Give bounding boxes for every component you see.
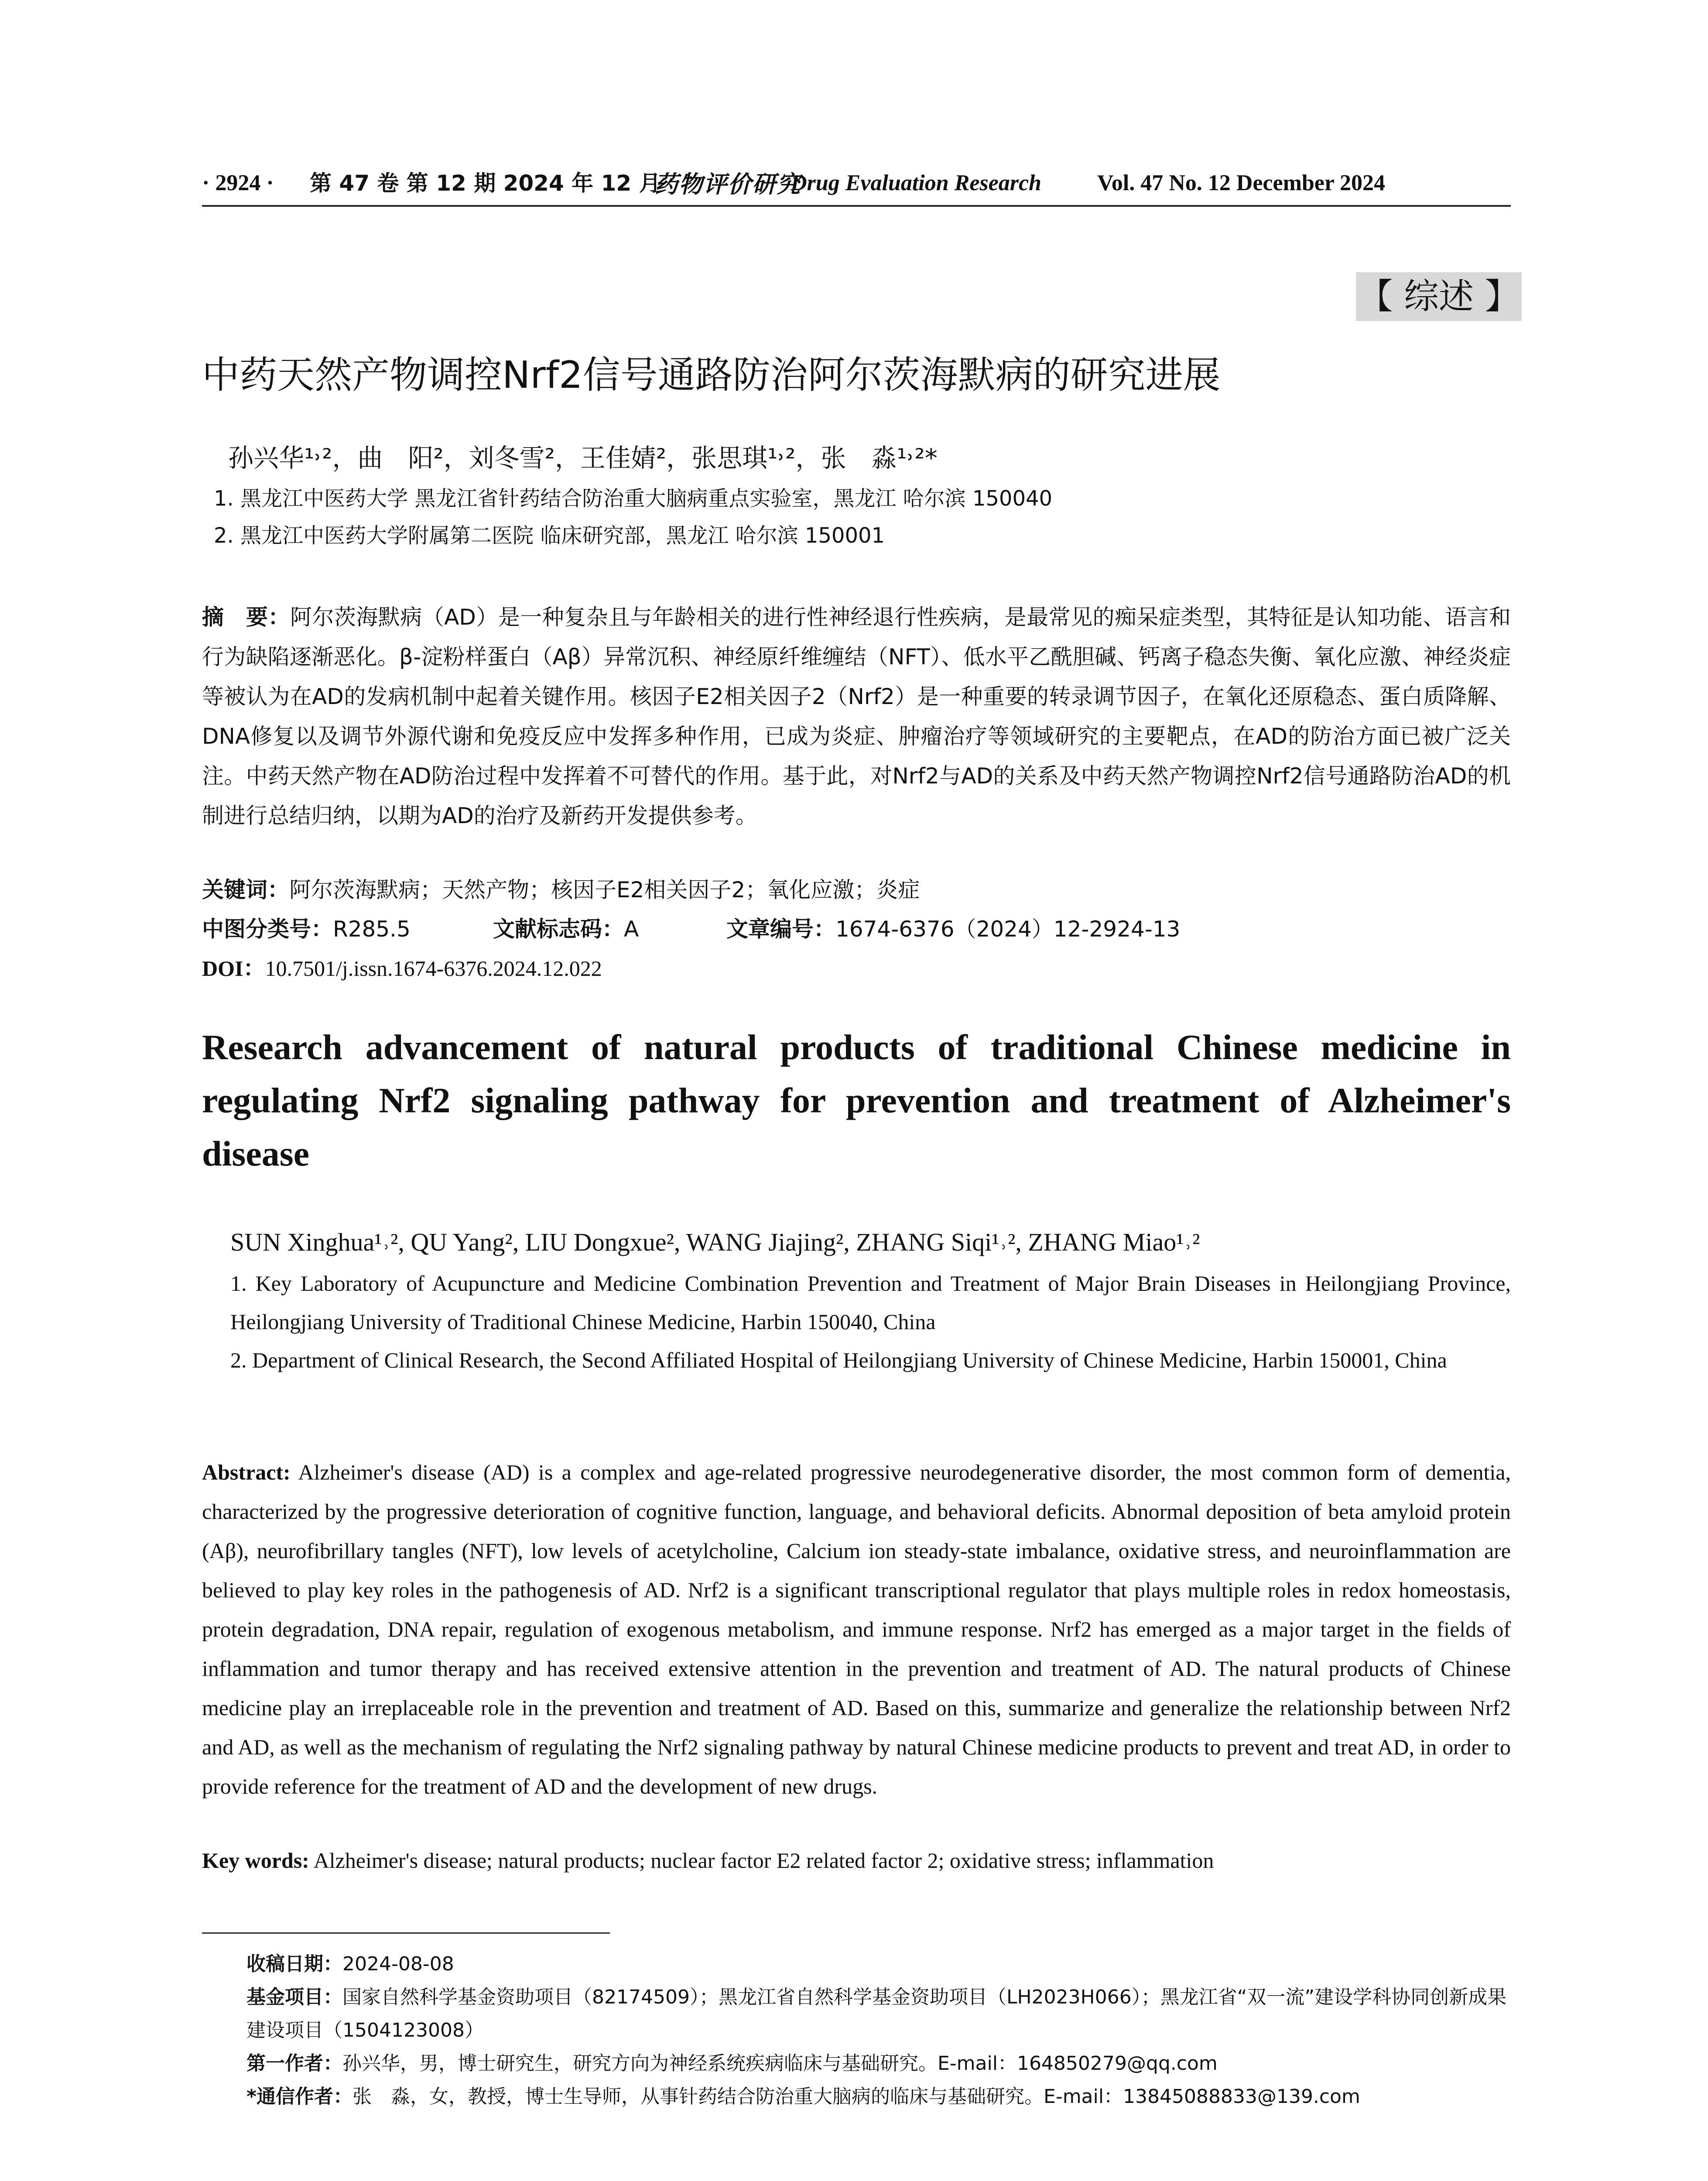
corresponding-value: 张 淼，女，教授，博士生导师，从事针药结合防治重大脑病的临床与基础研究。E-mail：13845088833@139.com bbox=[353, 2085, 1360, 2108]
received-value: 2024-08-08 bbox=[342, 1953, 454, 1975]
english-affiliation-2: 2. Department of Clinical Research, the Second Affiliated Hospital of Heilongjiang University of Chinese Medicine, Harbin 150001, China bbox=[230, 1348, 1447, 1372]
english-keywords bbox=[202, 1841, 1511, 1880]
doc-code-value: A bbox=[624, 916, 639, 942]
first-author-label: 第一作者： bbox=[246, 2052, 342, 2075]
issue-info-cn: 第 47 卷 第 12 期 2024 年 12 月 bbox=[310, 171, 661, 196]
first-author-value: 孙兴华，男，博士研究生，研究方向为神经系统疾病临床与基础研究。E-mail：164850279@qq.com bbox=[342, 2052, 1218, 2075]
chinese-abstract-label: 摘 要： bbox=[202, 605, 290, 630]
doc-code-label: 文献标志码： bbox=[493, 916, 624, 942]
article-number bbox=[726, 912, 1180, 947]
chinese-authors: 孙兴华¹˒²，曲 阳²，刘冬雪²，王佳婧²，张思琪¹˒²，张 淼¹˒²* bbox=[228, 443, 938, 473]
clc-value: R285.5 bbox=[333, 916, 411, 942]
english-keywords-label: Key words: bbox=[202, 1848, 309, 1873]
english-keywords-text: Alzheimer's disease; natural products; nuclear factor E2 related factor 2; oxidative stress; inflammation bbox=[313, 1848, 1214, 1873]
corresponding-label: *通信作者： bbox=[246, 2085, 353, 2108]
journal-logo: 药物评价研究 bbox=[654, 171, 801, 198]
english-title: Research advancement of natural products of traditional Chinese medicine in regulating Nrf2 signaling pathway for prevention and treatment of Alzheimer's disease bbox=[202, 1027, 1511, 1173]
article-no-label: 文章编号： bbox=[726, 916, 835, 942]
chinese-keywords-label: 关键词： bbox=[202, 877, 289, 902]
first-author-info bbox=[246, 2047, 1511, 2080]
chinese-abstract-text: 阿尔茨海默病（AD）是一种复杂且与年龄相关的进行性神经退行性疾病，是最常见的痴呆症类型，其特征是认知功能、语言和行为缺陷逐渐恶化。β-淀粉样蛋白（Aβ）异常沉积、神经原纤维缠结（NFT）、低水平乙酰胆碱、钙离子稳态失衡、氧化应激、神经炎症等被认为在AD的发病机制中起着关键作用。核因子E2相关因子2（Nrf2）是一种重要的转录调节因子，在氧化还原稳态、蛋白质降解、DNA修复以及调节外源代谢和免疫反应中发挥多种作用，已成为炎症、肿瘤治疗等领域研究的主要靶点，在AD的防治方面已被广泛关注。中药天然产物在AD防治过程中发挥着不可替代的作用。基于此，对Nrf2与AD的关系及中药天然产物调控Nrf2信号通路防治AD的机制进行总结归纳，以期为AD的治疗及新药开发提供参考。 bbox=[202, 605, 1511, 828]
journal-name-en: Drug Evaluation Research bbox=[791, 171, 1041, 195]
received-date bbox=[246, 1948, 1511, 1981]
chinese-keywords bbox=[202, 872, 920, 907]
chinese-title: 中药天然产物调控Nrf2信号通路防治阿尔茨海默病的研究进展 bbox=[202, 353, 1221, 397]
english-abstract bbox=[202, 1453, 1511, 1806]
english-abstract-text: Alzheimer's disease (AD) is a complex and age-related progressive neurodegenerative disorder, the most common form of dementia, characterized by the progressive deterioration of cognitive function, language, and behavioral deficits. Abnormal deposition of beta amyloid protein (Aβ), neurofibrillary tangles (NFT), low levels of acetylcholine, Calcium ion steady-state imbalance, oxidative stress, and neuroinflammation are believed to play key roles in the pathogenesis of AD. Nrf2 is a significant transcriptional regulator that plays multiple roles in redox homeostasis, protein degradation, DNA repair, regulation of exogenous metabolism, and immune response. Nrf2 has emerged as a major target in the fields of inflammation and tumor therapy and has received extensive attention in the prevention and treatment of AD. The natural products of Chinese medicine play an irreplaceable role in the prevention and treatment of AD. Based on this, summarize and generalize the relationship between Nrf2 and AD, as well as the mechanism of regulating the Nrf2 signaling pathway by natural Chinese medicine products to prevent and treat AD, in order to provide reference for the treatment of AD and the development of new drugs. bbox=[202, 1460, 1511, 1798]
english-affiliation-1: 1. Key Laboratory of Acupuncture and Medicine Combination Prevention and Treatment of Major Brain Diseases in Heilongjiang Province, Heilongjiang University of Traditional Chinese Medicine, Harbin 150040, China bbox=[230, 1271, 1511, 1334]
section-tag-review: 【 综述 】 bbox=[1356, 272, 1522, 321]
page-number: · 2924 · bbox=[202, 171, 274, 195]
received-label: 收稿日期： bbox=[246, 1953, 342, 1975]
header-rule bbox=[202, 205, 1511, 207]
document-code bbox=[493, 912, 639, 947]
chinese-abstract bbox=[202, 598, 1511, 836]
english-authors: SUN Xinghua¹˒², QU Yang², LIU Dongxue², WANG Jiajing², ZHANG Siqi¹˒², ZHANG Miao¹˒² bbox=[230, 1228, 1200, 1256]
fund-value: 国家自然科学基金资助项目（82174509）；黑龙江省自然科学基金资助项目（LH2023H066）；黑龙江省“双一流”建设学科协同创新成果建设项目（1504123008） bbox=[246, 1986, 1507, 2041]
chinese-affiliation-2: 2. 黑龙江中医药大学附属第二医院 临床研究部，黑龙江 哈尔滨 150001 bbox=[214, 523, 885, 548]
doi-line bbox=[202, 951, 602, 986]
doi-label: DOI： bbox=[202, 956, 265, 981]
fund-label: 基金项目： bbox=[246, 1986, 342, 2008]
classification-row bbox=[202, 912, 411, 947]
issue-info-en: Vol. 47 No. 12 December 2024 bbox=[1097, 171, 1386, 195]
footnote-rule bbox=[202, 1932, 610, 1934]
doi-link[interactable]: 10.7501/j.issn.1674-6376.2024.12.022 bbox=[265, 956, 602, 981]
fund-info bbox=[246, 1981, 1511, 2047]
english-abstract-label: Abstract: bbox=[202, 1460, 291, 1484]
corresponding-author-info bbox=[246, 2080, 1511, 2113]
article-no-value: 1674-6376（2024）12-2924-13 bbox=[835, 916, 1181, 942]
clc-label: 中图分类号： bbox=[202, 916, 333, 942]
chinese-keywords-text: 阿尔茨海默病；天然产物；核因子E2相关因子2；氧化应激；炎症 bbox=[289, 877, 920, 902]
chinese-affiliation-1: 1. 黑龙江中医药大学 黑龙江省针药结合防治重大脑病重点实验室，黑龙江 哈尔滨 150040 bbox=[214, 486, 1053, 511]
